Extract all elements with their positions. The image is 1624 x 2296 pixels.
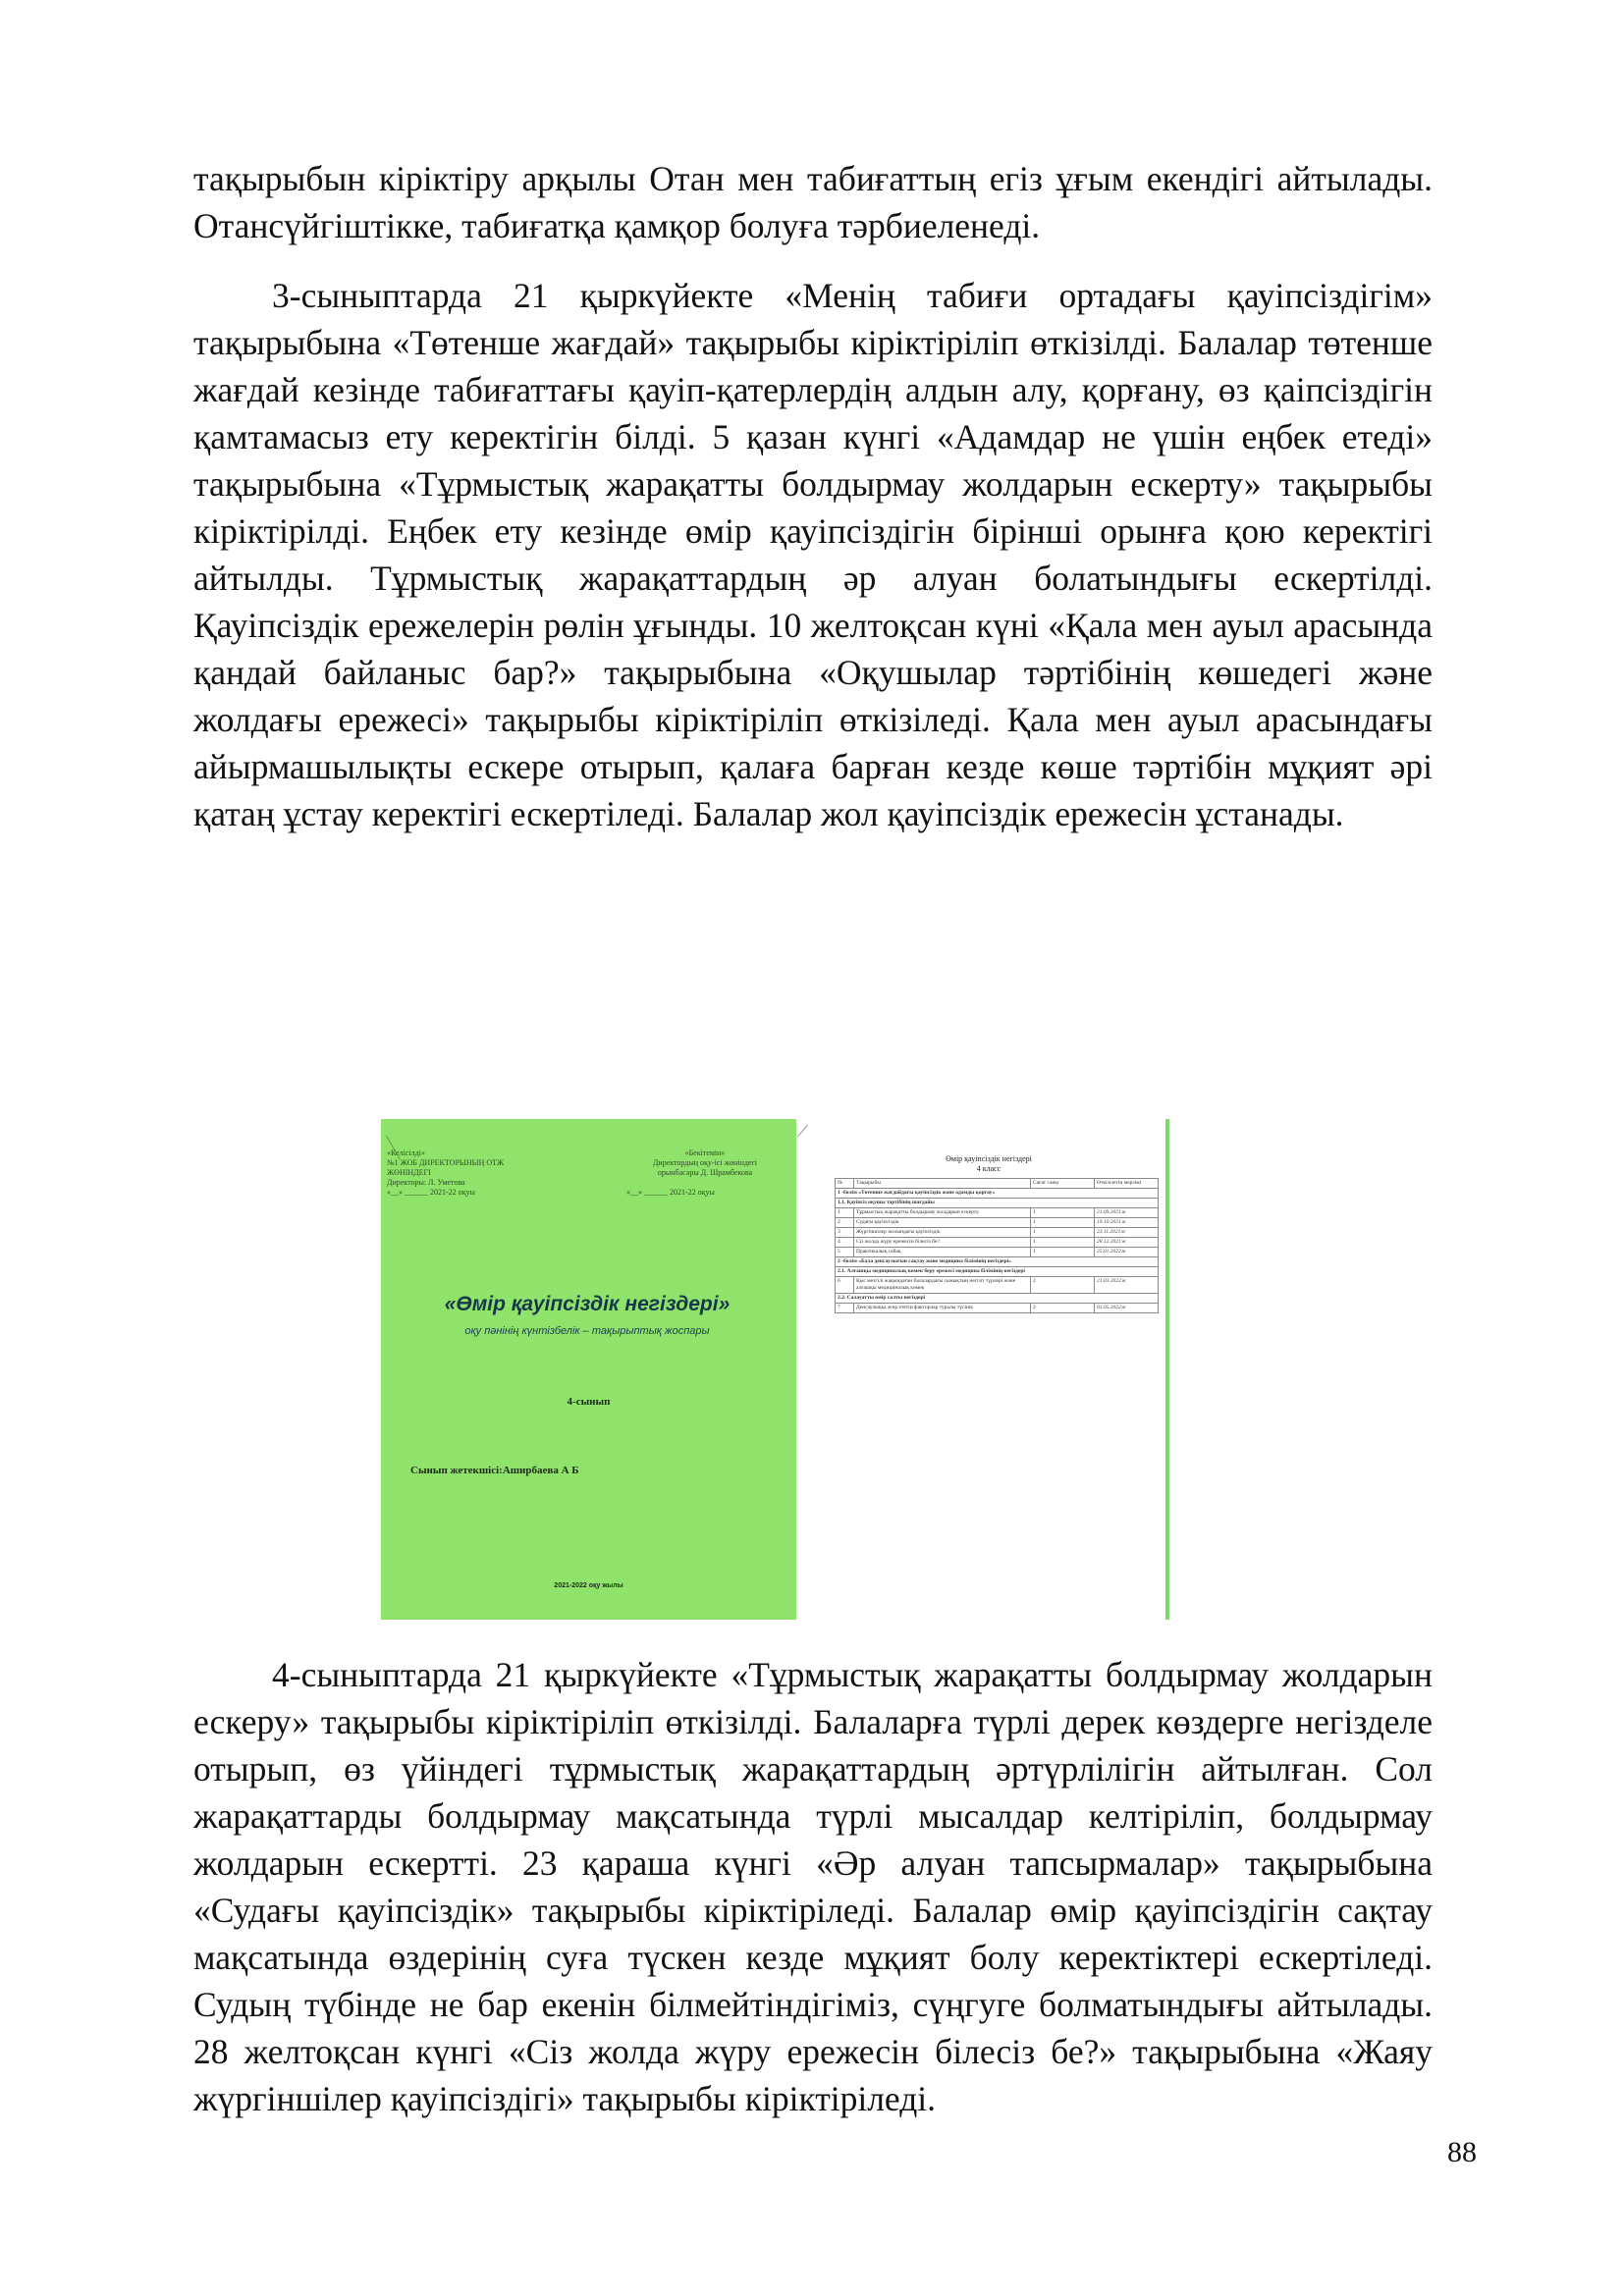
table-row	[836, 1228, 1159, 1238]
table-row	[836, 1238, 1159, 1248]
approval-block-right: «Бекітемін» Директордың оқу-ісі жөніндегі орынбасары Д. Шрамбекова	[652, 1148, 758, 1177]
table-row	[836, 1208, 1159, 1218]
paragraph-grade-4: 4-сыныптарда 21 қыркүйекте «Тұрмыстық жарақатты болдырмау жолдарын ескеру» тақырыбы кіріктіріліп өткізілді. Балаларға түрлі дерек көздерге негізделе отырып, өз үйіндегі тұрмыстық жарақаттардың әртүрлілігін айтылған. Сол жарақаттарды болдырмау мақсатында түрлі мысалдар келтіріліп, болдырмау жолдарын ескертті. 23 қараша күнгі «Әр алуан тапсырмалар» тақырыбына «Судағы қауіпсіздік» тақырыбы кіріктіріледі. Балалар өмір қауіпсіздігін сақтау мақсатында өздерінің суға түскен кезде мұқият болу керектіктері ескертіледі. Судың түбінде не бар екенін білмейтіндігіміз, сүңгуге болматындығы айтылады. 28 желтоқсан күнгі «Сіз жолда жүру ережесін білесіз бе?» тақырыбына «Жаяу жүргіншілер қауіпсіздігі» тақырыбы кіріктіріледі.	[193, 1655, 1433, 2118]
row-topic: Тұрмыстық жарақатты болдырмау жолдарын ескерту.	[854, 1208, 1031, 1218]
table-header: Тақырыбы	[854, 1179, 1031, 1189]
table-row	[836, 1304, 1159, 1313]
table-section-row	[836, 1294, 1159, 1304]
row-number: 1	[836, 1208, 854, 1218]
section-label: 2 -бөлім «Бала денсаулығын сақтау және медицина білімінің негіздері»	[836, 1257, 1159, 1267]
row-topic: Практикалық сабақ	[854, 1248, 1031, 1257]
row-topic: Сіз жолда жүру ережесін білесіз бе?	[854, 1238, 1031, 1248]
table-row	[836, 1277, 1159, 1294]
row-hours: 1	[1031, 1208, 1095, 1218]
row-hours: 2	[1031, 1304, 1095, 1313]
table-header: №	[836, 1179, 854, 1189]
table-row	[836, 1218, 1159, 1228]
plan-table	[835, 1178, 1159, 1313]
row-topic: Денсаулыққа әсер ететін факторлар туралы түсінік	[854, 1304, 1031, 1313]
row-number: 4	[836, 1238, 854, 1248]
table-section-row	[836, 1189, 1159, 1199]
figure-lesson-plan	[797, 1119, 1175, 1620]
scan-mark	[797, 1125, 808, 1155]
cover-teacher: Сынып жетекшісі:Аширбаева А Б	[410, 1465, 579, 1476]
figure-cover-page	[381, 1119, 796, 1620]
row-date: 28.12.2021ж	[1095, 1238, 1159, 1248]
row-topic: Жүргіншілер жолындағы қауіпсіздік	[854, 1228, 1031, 1238]
cover-subtitle: оқу пәнінің күнтізбелік – тақырыптық жоспары	[464, 1325, 710, 1337]
cover-title: «Өмір қауіпсіздік негіздері»	[444, 1293, 731, 1315]
cover-year: 2021-2022 оқу жылы	[554, 1582, 623, 1589]
row-hours: 2	[1031, 1277, 1095, 1294]
page-number: 88	[1447, 2136, 1477, 2168]
row-number: 6	[836, 1277, 854, 1294]
table-section-row	[836, 1257, 1159, 1267]
row-topic: Қыс мезгілі жақындаған балалардағы сынықтың негізгі түрлері және алғашқы медициналық көмек	[854, 1277, 1031, 1294]
row-number: 7	[836, 1304, 854, 1313]
row-number: 5	[836, 1248, 854, 1257]
plan-title: Өмір қауіпсіздік негіздері 4 класс	[946, 1154, 1032, 1173]
row-hours: 1	[1031, 1218, 1095, 1228]
row-number: 3	[836, 1228, 854, 1238]
row-topic: Судағы қауіпсіздік	[854, 1218, 1031, 1228]
paragraph-continuation: тақырыбын кіріктіру арқылы Отан мен табиғаттың егіз ұғым екендігі айтылады. Отансүйгіштікке, табиғатқа қамқор болуға тәрбиеленеді.	[193, 159, 1433, 245]
table-header: Өткізілетін мерзімі	[1095, 1179, 1159, 1189]
table-row	[836, 1248, 1159, 1257]
row-hours: 1	[1031, 1248, 1095, 1257]
page-edge	[1165, 1119, 1169, 1620]
row-date: 23.11.2021ж	[1095, 1228, 1159, 1238]
row-date: 21.09.2021ж	[1095, 1208, 1159, 1218]
row-date: 19.10.2021ж	[1095, 1218, 1159, 1228]
row-date: 25.01.2022ж	[1095, 1248, 1159, 1257]
section-label: 1.1. Қауіпсіз оқушы тәртібінің шағдайы	[836, 1199, 1159, 1208]
row-number: 2	[836, 1218, 854, 1228]
approval-date-right: «__» ______ 2021-22 оқуы	[626, 1188, 715, 1197]
table-section-row	[836, 1199, 1159, 1208]
approval-date-left: «__» ______ 2021-22 оқуы	[387, 1188, 475, 1197]
row-hours: 1	[1031, 1228, 1095, 1238]
cover-grade: 4-сынып	[567, 1396, 611, 1408]
row-date: 21.03.2022ж	[1095, 1277, 1159, 1294]
section-label: 2.1. Алғашқы медициналық көмек беру ережесі медицина білімінің негіздері	[836, 1267, 1159, 1277]
table-header: Сағат саны	[1031, 1179, 1095, 1189]
row-date: 03.05.2022ж	[1095, 1304, 1159, 1313]
section-label: 1 -бөлім «Төтенше жағдайдағы қауіпсіздік және адамды қорғау»	[836, 1189, 1159, 1199]
row-hours: 1	[1031, 1238, 1095, 1248]
section-label: 2.2. Салауатты өмір салты негіздері	[836, 1294, 1159, 1304]
table-section-row	[836, 1267, 1159, 1277]
approval-block-left: «Келісілді» №1 ЖОБ ДИРЕКТОРЫНЫҢ ОТЖ ЖӨНІНДЕГІ Директоры: Л. Уметова	[387, 1148, 505, 1187]
paragraph-grade-3: 3-сыныптарда 21 қыркүйекте «Менің табиғи ортадағы қауіпсіздігім» тақырыбына «Төтенше жағдай» тақырыбы кіріктіріліп өткізілді. Балалар төтенше жағдай кезінде табиғаттағы қауіп-қатерлердің алдын алу, қорғану, өз қаіпсіздігін қамтамасыз ету керектігін білді. 5 қазан күнгі «Адамдар не үшін еңбек етеді» тақырыбына «Тұрмыстық жарақатты болдырмау жолдарын ескерту» тақырыбы кіріктірілді. Еңбек ету кезінде өмір қауіпсіздігін бірінші орынға қою керектігі айтылды. Тұрмыстық жарақаттардың әр алуан болатындығы ескертілді. Қауіпсіздік ережелерін рөлін ұғынды. 10 желтоқсан күні «Қала мен ауыл арасында қандай байланыс бар?» тақырыбына «Оқушылар тәртібінің көшедегі және жолдағы ережесі» тақырыбы кіріктіріліп өткізіледі. Қала мен ауыл арасындағы айырмашылықты ескере отырып, қалаға барған кезде көше тәртібін мұқият әрі қатаң ұстау керектігі ескертіледі. Балалар жол қауіпсіздік ережесін ұстанады.	[193, 276, 1433, 833]
